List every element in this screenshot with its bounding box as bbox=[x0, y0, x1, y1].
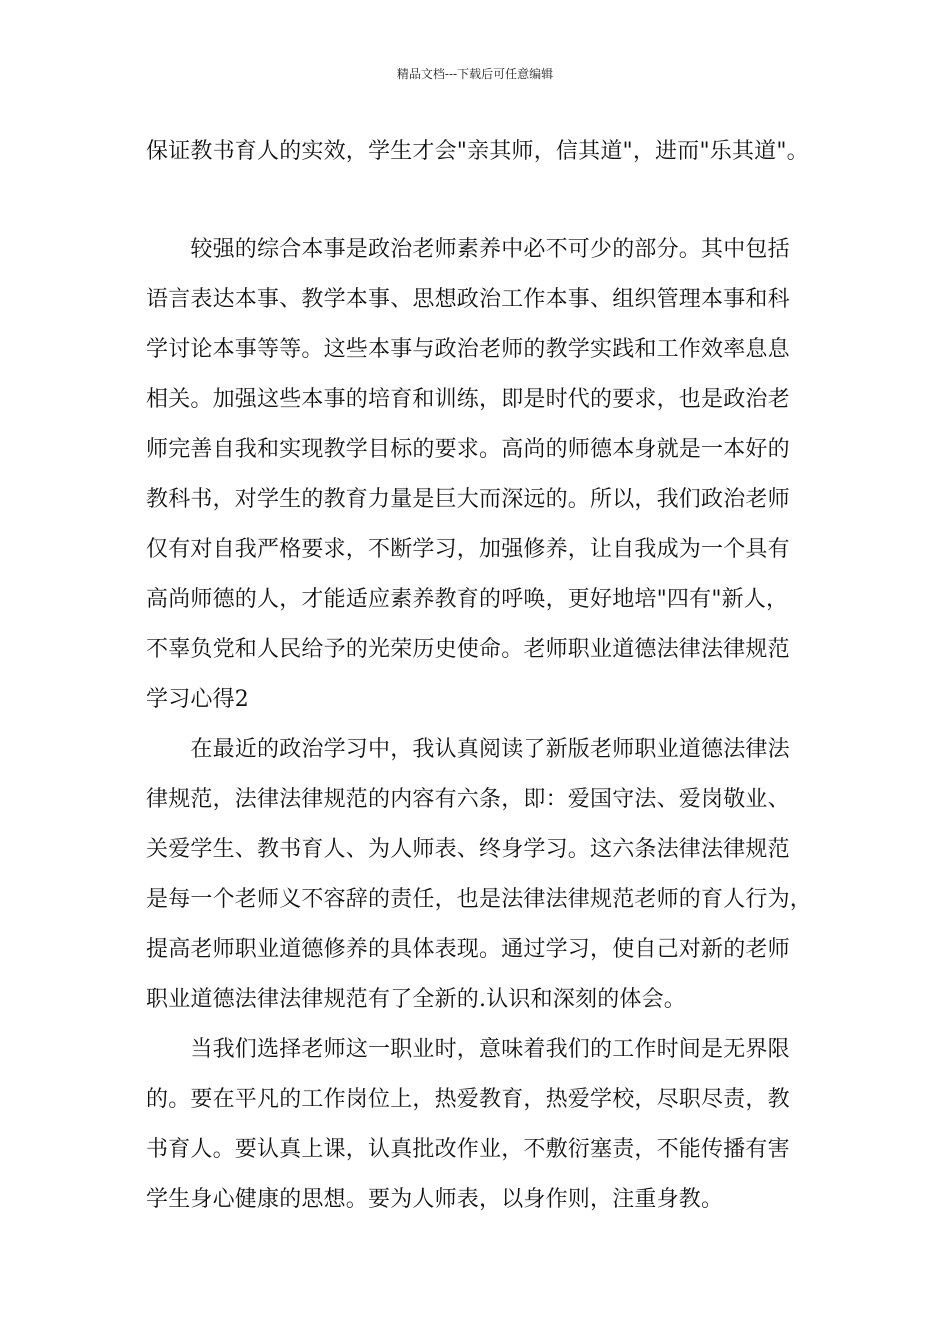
text-line: 不辜负党和人民给予的光荣历史使命。老师职业道德法律法律规范 bbox=[146, 637, 790, 662]
text-line: 学生身心健康的思想。要为人师表，以身作则，注重身教。 bbox=[146, 1187, 724, 1212]
text-line: 仅有对自我严格要求，不断学习，加强修养，让自我成为一个具有 bbox=[146, 537, 790, 562]
text-line: 教科书，对学生的教育力量是巨大而深远的。所以，我们政治老师 bbox=[146, 487, 790, 512]
text-line: 的。要在平凡的工作岗位上，热爱教育，热爱学校，尽职尽责，教 bbox=[146, 1087, 790, 1112]
page-header: 精品文档---下载后可任意编辑 bbox=[396, 67, 554, 81]
text-line: 律规范，法律法律规范的内容有六条，即：爱国守法、爱岗敬业、 bbox=[146, 787, 790, 812]
text-line: 学讨论本事等等。这些本事与政治老师的教学实践和工作效率息息 bbox=[146, 337, 790, 362]
text-line: 职业道德法律法律规范有了全新的.认识和深刻的体会。 bbox=[146, 987, 686, 1012]
text-line: 较强的综合本事是政治老师素养中必不可少的部分。其中包括 bbox=[146, 237, 790, 262]
text-line: 关爱学生、教书育人、为人师表、终身学习。这六条法律法律规范 bbox=[146, 837, 790, 862]
text-line: 保证教书育人的实效，学生才会"亲其师，信其道"，进而"乐其道"。 bbox=[146, 139, 809, 164]
text-line: 提高老师职业道德修养的具体表现。通过学习，使自己对新的老师 bbox=[146, 937, 790, 962]
text-line: 是每一个老师义不容辞的责任，也是法律法律规范老师的育人行为， bbox=[146, 887, 813, 912]
text-line: 相关。加强这些本事的培育和训练，即是时代的要求，也是政治老 bbox=[146, 387, 790, 412]
text-line: 师完善自我和实现教学目标的要求。高尚的师德本身就是一本好的 bbox=[146, 437, 790, 462]
text-line: 书育人。要认真上课，认真批改作业，不敷衍塞责，不能传播有害 bbox=[146, 1137, 790, 1162]
text-line: 高尚师德的人，才能适应素养教育的呼唤，更好地培"四有"新人， bbox=[146, 587, 789, 612]
text-line: 当我们选择老师这一职业时，意味着我们的工作时间是无界限 bbox=[146, 1037, 790, 1062]
text-line: 语言表达本事、教学本事、思想政治工作本事、组织管理本事和科 bbox=[146, 287, 790, 312]
text-line: 在最近的政治学习中，我认真阅读了新版老师职业道德法律法 bbox=[146, 737, 790, 762]
text-line: 学习心得2 bbox=[146, 687, 249, 712]
